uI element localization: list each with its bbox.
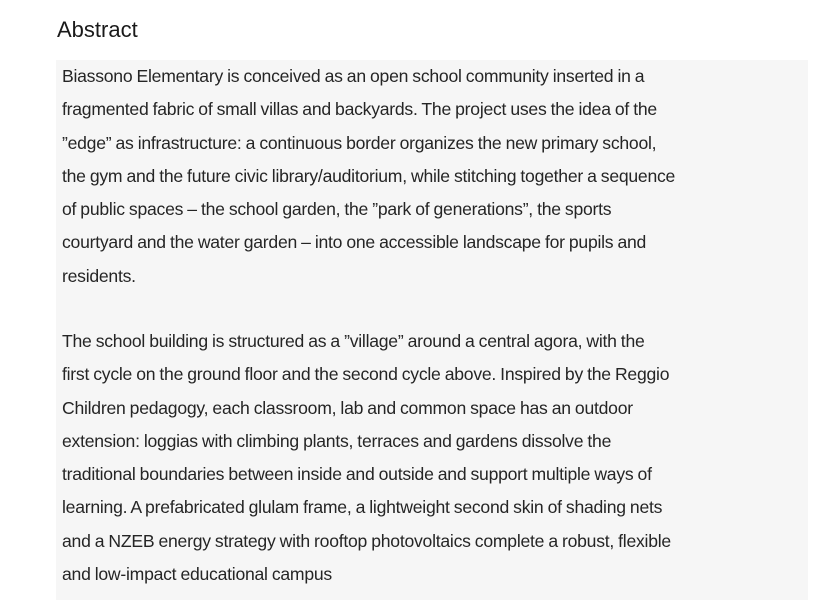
text-line: courtyard and the water garden – into one accessible landscape for pupils and: [62, 232, 647, 253]
text-line: extension: loggias with climbing plants, terraces and gardens dissolve the: [62, 430, 612, 451]
abstract-paragraph-2: [62, 325, 671, 591]
text-line: The school building is structured as a ”village” around a central agora, with the: [62, 331, 645, 351]
text-line: residents.: [62, 265, 136, 286]
text-line: learning. A prefabricated glulam frame, a lightweight second skin of shading nets: [62, 497, 663, 518]
text-line: ”edge” as infrastructure: a continuous border organizes the new primary school,: [62, 132, 657, 153]
text-line: of public spaces – the school garden, the ”park of generations”, the sports: [62, 199, 612, 220]
text-line: fragmented fabric of small villas and backyards. The project uses the idea of the: [62, 99, 657, 120]
abstract-paragraph-1: [62, 60, 675, 293]
abstract-box: [56, 60, 808, 600]
text-line: and low-impact educational campus: [62, 564, 332, 585]
text-line: traditional boundaries between inside and outside and support multiple ways of: [62, 464, 652, 485]
text-line: Biassono Elementary is conceived as an open school community inserted in a: [62, 66, 645, 86]
text-line: Children pedagogy, each classroom, lab and common space has an outdoor: [62, 397, 633, 418]
text-line: the gym and the future civic library/auditorium, while stitching together a sequence: [62, 165, 676, 186]
text-line: first cycle on the ground floor and the second cycle above. Inspired by the Reggio: [62, 364, 670, 385]
text-line: and a NZEB energy strategy with rooftop photovoltaics complete a robust, flexible: [62, 530, 671, 551]
section-heading: Abstract: [57, 17, 138, 42]
